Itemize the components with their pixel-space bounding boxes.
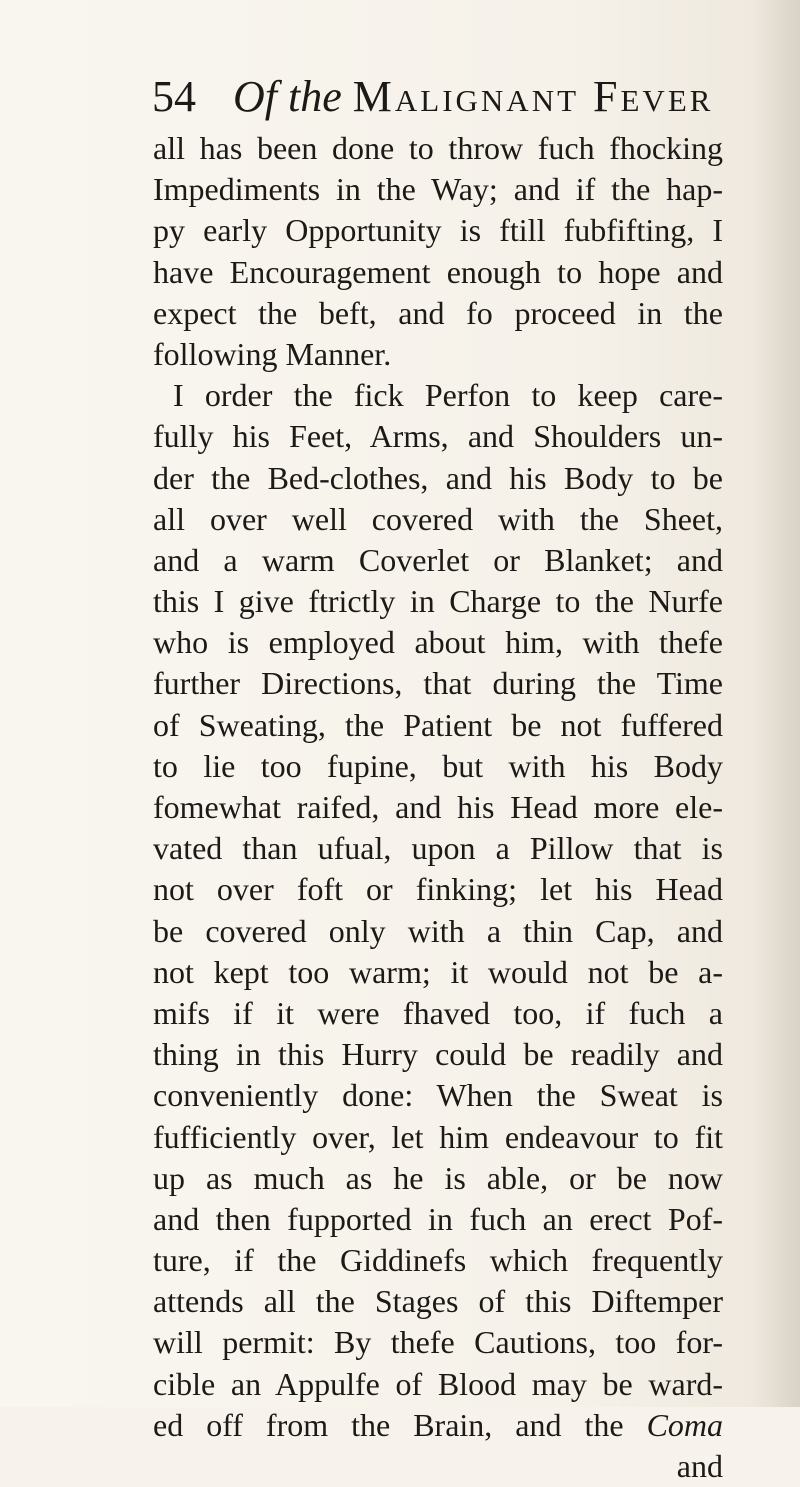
text-line: fomewhat raifed, and his Head more ele- [153, 789, 723, 825]
text-line: expect the beft, and fo proceed in the [153, 294, 723, 331]
text-line: of Sweating, the Patient be not fuffered [153, 706, 723, 743]
running-header [152, 72, 732, 122]
text-line: der the Bed-clothes, and his Body to be [153, 459, 723, 496]
text-line: further Directions, that during the Time [153, 665, 723, 702]
last-text-line [153, 1405, 723, 1446]
header-title: Malignant Fever [352, 72, 714, 121]
text-line: following Manner. [153, 335, 392, 372]
text-line: fufficiently over, let him endeavour to fit [153, 1118, 723, 1155]
text-line: ture, if the Giddinefs which frequently [153, 1242, 723, 1279]
text-line: will permit: By thefe Cautions, too for- [153, 1324, 723, 1361]
last-line-italic-word: Coma [646, 1406, 724, 1443]
text-line: not over foft or finking; let his Head [153, 871, 723, 908]
text-line: cible an Appulfe of Blood may be ward- [153, 1365, 723, 1402]
text-line: be covered only with a thin Cap, and [153, 912, 723, 949]
catchword: and [676, 1448, 723, 1484]
text-line: py early Opportunity is ftill fubfifting, I [153, 212, 723, 249]
header-title-italic: Of the [233, 72, 342, 121]
text-line: mifs if it were fhaved too, if fuch a [153, 994, 723, 1031]
page-number: 54 [152, 72, 196, 121]
body-text [153, 128, 723, 1487]
text-line: attends all the Stages of this Diftemper [153, 1283, 723, 1320]
text-line: fully his Feet, Arms, and Shoulders un- [153, 418, 723, 455]
text-line: conveniently done: When the Sweat is [153, 1077, 723, 1114]
text-line: not kept too warm; it would not be a- [153, 953, 723, 990]
text-line: and then fupported in fuch an erect Pof- [153, 1200, 723, 1237]
text-line: thing in this Hurry could be readily and [153, 1036, 723, 1073]
text-line: this I give ftrictly in Charge to the Nurfe [153, 583, 723, 620]
text-line: up as much as he is able, or be now [153, 1159, 723, 1196]
text-line: Impediments in the Way; and if the hap- [153, 171, 723, 208]
text-line: all has been done to throw fuch fhocking [153, 130, 723, 166]
text-line: have Encouragement enough to hope and [153, 253, 723, 290]
text-line: vated than ufual, upon a Pillow that is [153, 830, 723, 867]
text-line: who is employed about him, with thefe [153, 624, 723, 661]
text-line: and a warm Coverlet or Blanket; and [153, 541, 723, 578]
text-line: to lie too fupine, but with his Body [153, 747, 723, 784]
last-line-text: ed off from the Brain, and the [153, 1406, 624, 1443]
paragraph-start-line: I order the fick Perfon to keep care- [173, 377, 723, 414]
text-line: all over well covered with the Sheet, [153, 500, 723, 537]
